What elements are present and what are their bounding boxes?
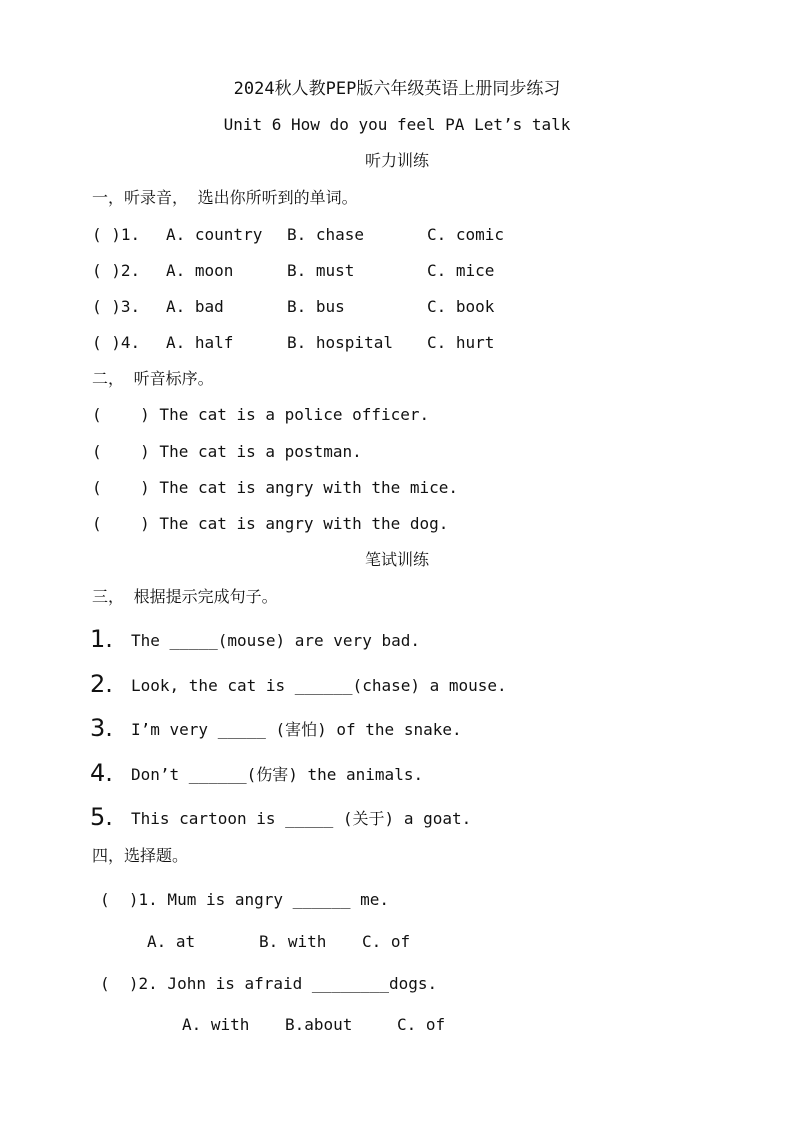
item-prefix: ( )1. (92, 225, 141, 244)
section3-heading: 三， 根据提示完成句子。 (92, 587, 278, 606)
option-c: C. book (427, 297, 495, 316)
option-b: B. must (287, 261, 355, 280)
option-c: C. of (362, 932, 411, 951)
question-1: ( )1. Mum is angry ______ me. (100, 890, 389, 909)
section4-heading: 四，选择题。 (92, 846, 189, 865)
sentence-text: The _____(mouse) are very bad. (131, 631, 420, 650)
list-item: ( ) The cat is a postman. (92, 442, 362, 461)
option-b: B. chase (287, 225, 365, 244)
option-b: B. hospital (287, 333, 393, 352)
page-subtitle: Unit 6 How do you feel PA Let’s talk (223, 115, 571, 134)
item-number: 1. (90, 625, 113, 653)
item-number: 3. (90, 714, 113, 742)
option-a: A. half (166, 333, 234, 352)
option-c: C. hurt (427, 333, 495, 352)
option-a: A. country (166, 225, 263, 244)
item-number: 2. (90, 670, 113, 698)
item-number: 5. (90, 803, 113, 831)
option-c: C. mice (427, 261, 495, 280)
option-a: A. with (182, 1015, 250, 1034)
option-b: B.about (285, 1015, 353, 1034)
listening-label: 听力训练 (364, 151, 429, 170)
page-title: 2024秋人教PEP版六年级英语上册同步练习 (233, 79, 561, 99)
option-a: A. bad (166, 297, 224, 316)
item-prefix: ( )2. (92, 261, 141, 280)
option-c: C. comic (427, 225, 505, 244)
list-item: ( ) The cat is angry with the dog. (92, 514, 449, 533)
sentence-text: Don’t ______(伤害) the animals. (131, 765, 424, 784)
list-item: ( ) The cat is a police officer. (92, 405, 430, 424)
item-prefix: ( )4. (92, 333, 141, 352)
option-c: C. of (397, 1015, 446, 1034)
sentence-text: Look, the cat is ______(chase) a mouse. (131, 676, 507, 695)
section1-heading: 一，听录音， 选出你所听到的单词。 (92, 188, 358, 207)
writing-label: 笔试训练 (364, 550, 429, 569)
option-a: A. at (147, 932, 196, 951)
section2-heading: 二， 听音标序。 (92, 369, 214, 388)
option-b: B. bus (287, 297, 345, 316)
item-number: 4. (90, 759, 113, 787)
option-b: B. with (259, 932, 327, 951)
list-item: ( ) The cat is angry with the mice. (92, 478, 459, 497)
question-2: ( )2. John is afraid ________dogs. (100, 974, 438, 993)
item-prefix: ( )3. (92, 297, 141, 316)
sentence-text: This cartoon is _____ (关于) a goat. (131, 809, 472, 828)
sentence-text: I’m very _____ (害怕) of the snake. (131, 720, 462, 739)
option-a: A. moon (166, 261, 234, 280)
